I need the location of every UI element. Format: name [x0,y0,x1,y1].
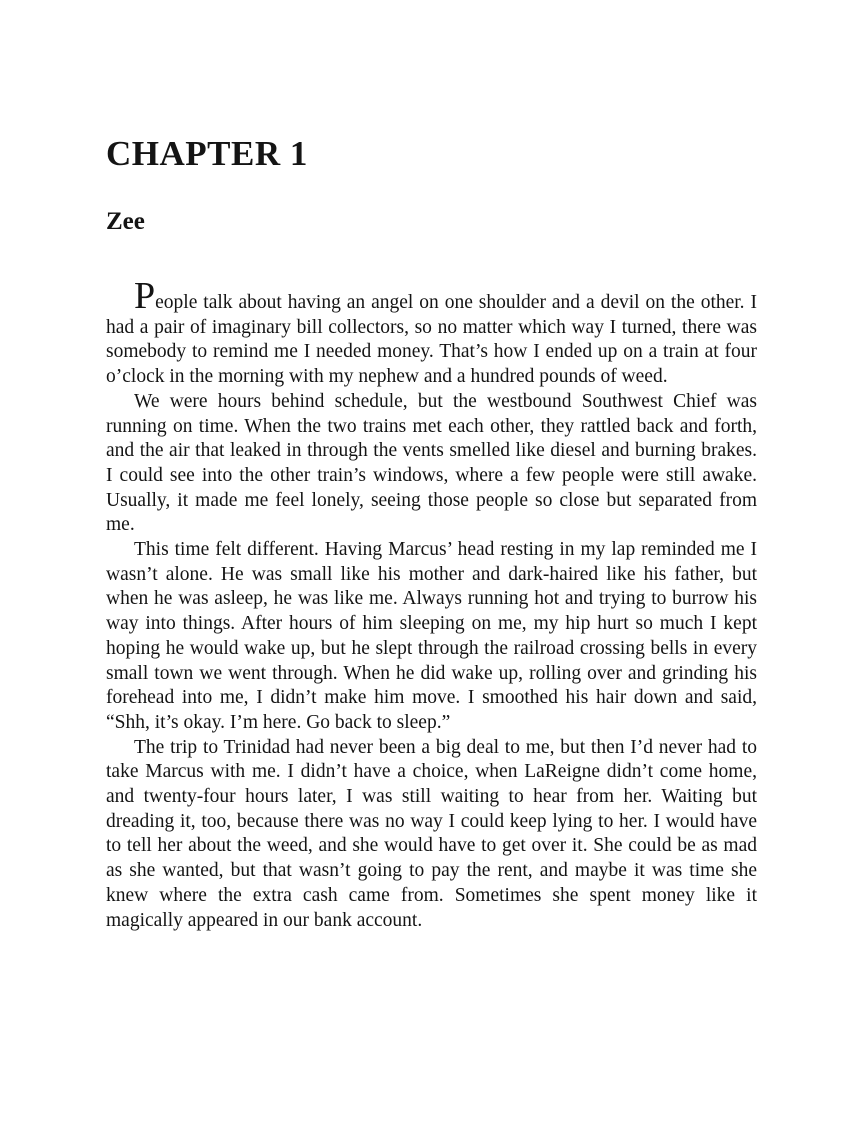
paragraph-text: eople talk about having an angel on one shoulder and a devil on the other. I had a pair of imaginary bill collectors, so no matter which way I turned, there was somebody to remind me I needed money. That’s how I ended up on a train at four o’clock in the morning with my nephew and a hundred pounds of weed. [106,292,757,388]
initial-cap: P [134,275,156,317]
paragraph: This time felt different. Having Marcus’ head resting in my lap reminded me I wasn’t alone. He was small like his mother and dark-haired like his father, but when he was asleep, he was like me. Always running hot and trying to burrow his way into things. After hours of him sleeping on me, my hip hurt so much I kept hoping he would wake up, but he slept through the railroad crossing bells in every small town we went through. When he did wake up, rolling over and grinding his forehead into me, I didn’t make him move. I smoothed his hair down and said, “Shh, it’s okay. I’m here. Go back to sleep.” [106,539,757,733]
chapter-title: CHAPTER 1 [106,134,308,173]
body-text [106,275,757,933]
paragraph: The trip to Trinidad had never been a big deal to me, but then I’d never had to take Marcus with me. I didn’t have a choice, when LaReigne didn’t come home, and twenty-four hours later, I was still waiting to hear from her. Waiting but dreading it, too, because there was no way I could keep lying to her. I would have to tell her about the weed, and she would have to get over it. She could be as mad as she wanted, but that wasn’t going to pay the rent, and maybe it was time she knew where the extra cash came from. Sometimes she spent money like it magically appeared in our bank account. [106,736,757,931]
paragraph: We were hours behind schedule, but the westbound Southwest Chief was running on time. When the two trains met each other, they rattled back and forth, and the air that leaked in through the vents smelled like diesel and burning brakes. I could see into the other train’s windows, where a few people were still awake. Usually, it made me feel lonely, seeing those people so close but separated from me. [106,390,757,536]
paragraph [106,275,757,390]
section-title: Zee [106,208,145,235]
